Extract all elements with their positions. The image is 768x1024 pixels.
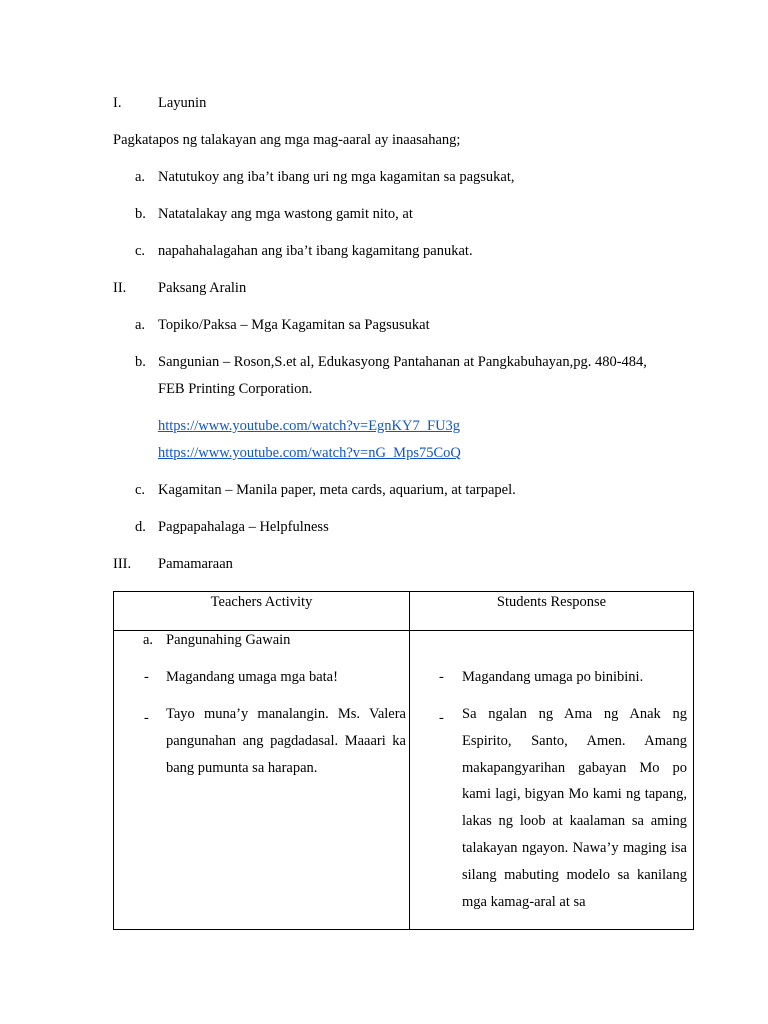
section-1-title: Layunin — [158, 95, 207, 111]
header-teachers-activity-label: Teachers Activity — [210, 594, 313, 610]
student-cell — [410, 631, 694, 930]
teacher-heading-marker: a. — [143, 632, 154, 648]
teacher-greeting: Magandang umaga mga bata! — [166, 669, 338, 685]
student-prayer: Sa ngalan ng Ama ng Anak ng Espirito, Santo, Amen. Amang makapangyarihan gabayan Mo po kami lagi, bigyan Mo kami ng tapang, lakas ng loob at kaalaman sa aming talakayan ngayon. Nawa’y maging isa silang mabuting modelo sa kanilang mga kamag-aral at sa — [462, 706, 687, 910]
header-students-response — [410, 592, 694, 631]
header-teachers-activity — [114, 592, 410, 631]
reference-line-1: Sangunian – Roson,S.et al, Edukasyong Pantahanan at Pangkabuhayan,pg. 480-484, — [158, 354, 647, 370]
teacher-dash-2: - — [144, 710, 149, 726]
student-greeting: Magandang umaga po binibini. — [462, 669, 644, 685]
youtube-link-2[interactable]: https://www.youtube.com/watch?v=nG_Mps75CoQ — [158, 445, 461, 461]
section-2-numeral: II. — [113, 280, 127, 296]
teacher-prayer-instruction: Tayo muna’y manalangin. Ms. Valera pangunahan ang pagdadasal. Maaari ka bang pumunta sa harapan. — [166, 706, 406, 776]
objectives-intro: Pagkatapos ng talakayan ang mga mag-aaral ay inaasahang; — [113, 132, 461, 148]
section-3-numeral: III. — [113, 556, 132, 572]
objective-c-marker: c. — [135, 243, 146, 259]
objective-a: Natutukoy ang iba’t ibang uri ng mga kagamitan sa pagsukat, — [158, 169, 515, 185]
procedure-table — [113, 591, 694, 930]
objective-c: napahahalagahan ang iba’t ibang kagamitang panukat. — [158, 243, 473, 259]
materials-marker: c. — [135, 482, 146, 498]
student-dash-2: - — [439, 710, 444, 726]
reference-marker: b. — [135, 354, 146, 370]
section-3-title: Pamamaraan — [158, 556, 233, 572]
topic-marker: a. — [135, 317, 146, 333]
objective-a-marker: a. — [135, 169, 146, 185]
teacher-cell — [114, 631, 410, 930]
teacher-heading: Pangunahing Gawain — [166, 632, 291, 648]
student-dash-1: - — [439, 669, 444, 685]
values-marker: d. — [135, 519, 146, 535]
topic-text: Topiko/Paksa – Mga Kagamitan sa Pagsusukat — [158, 317, 430, 333]
section-2-title: Paksang Aralin — [158, 280, 247, 296]
values-text: Pagpapahalaga – Helpfulness — [158, 519, 329, 535]
table-header-row — [114, 592, 694, 631]
teacher-dash-1: - — [144, 669, 149, 685]
reference-line-2: FEB Printing Corporation. — [158, 381, 313, 397]
table-row — [114, 631, 694, 930]
materials-text: Kagamitan – Manila paper, meta cards, aquarium, at tarpapel. — [158, 482, 516, 498]
header-students-response-label: Students Response — [496, 594, 607, 610]
youtube-link-1[interactable]: https://www.youtube.com/watch?v=EgnKY7_FU3g — [158, 418, 461, 434]
objective-b-marker: b. — [135, 206, 146, 222]
section-1-numeral: I. — [113, 95, 122, 111]
objective-b: Natatalakay ang mga wastong gamit nito, at — [158, 206, 413, 222]
